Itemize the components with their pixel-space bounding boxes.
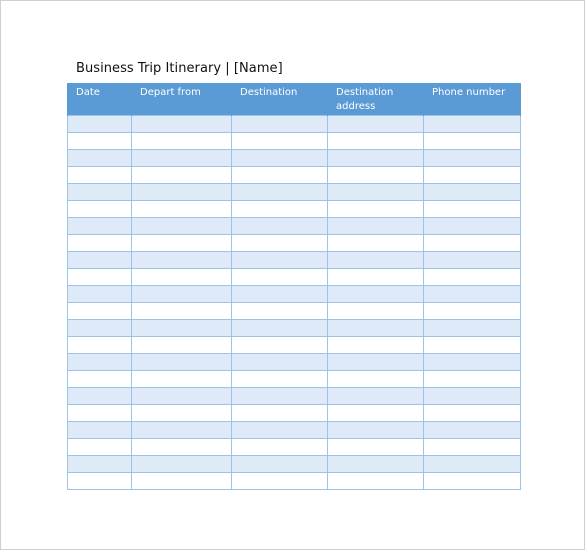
- table-cell-date[interactable]: [68, 251, 132, 268]
- table-cell-destination-address[interactable]: [328, 421, 424, 438]
- table-row: [68, 387, 521, 404]
- table-cell-phone-number[interactable]: [424, 115, 521, 132]
- table-cell-destination-address[interactable]: [328, 234, 424, 251]
- table-cell-destination-address[interactable]: [328, 285, 424, 302]
- table-cell-phone-number[interactable]: [424, 421, 521, 438]
- table-cell-destination[interactable]: [232, 166, 328, 183]
- table-cell-destination[interactable]: [232, 285, 328, 302]
- table-cell-destination[interactable]: [232, 455, 328, 472]
- table-cell-destination-address[interactable]: [328, 438, 424, 455]
- table-cell-destination[interactable]: [232, 115, 328, 132]
- table-cell-destination-address[interactable]: [328, 387, 424, 404]
- table-cell-depart-from[interactable]: [132, 370, 232, 387]
- itinerary-table: [67, 83, 521, 490]
- table-cell-depart-from[interactable]: [132, 183, 232, 200]
- table-cell-phone-number[interactable]: [424, 336, 521, 353]
- table-cell-depart-from[interactable]: [132, 336, 232, 353]
- table-cell-phone-number[interactable]: [424, 268, 521, 285]
- table-cell-destination[interactable]: [232, 200, 328, 217]
- table-cell-phone-number[interactable]: [424, 302, 521, 319]
- table-cell-date[interactable]: [68, 421, 132, 438]
- table-cell-destination[interactable]: [232, 387, 328, 404]
- table-row: [68, 336, 521, 353]
- table-cell-destination[interactable]: [232, 183, 328, 200]
- table-cell-date[interactable]: [68, 217, 132, 234]
- table-cell-date[interactable]: [68, 115, 132, 132]
- table-cell-date[interactable]: [68, 353, 132, 370]
- table-cell-date[interactable]: [68, 166, 132, 183]
- table-row: [68, 353, 521, 370]
- table-cell-destination[interactable]: [232, 421, 328, 438]
- table-cell-phone-number[interactable]: [424, 149, 521, 166]
- table-cell-date[interactable]: [68, 404, 132, 421]
- table-row: [68, 319, 521, 336]
- table-cell-date[interactable]: [68, 149, 132, 166]
- table-header: [68, 83, 521, 115]
- table-row: [68, 472, 521, 489]
- table-cell-depart-from[interactable]: [132, 268, 232, 285]
- table-cell-destination[interactable]: [232, 149, 328, 166]
- table-cell-depart-from[interactable]: [132, 200, 232, 217]
- table-row: [68, 251, 521, 268]
- column-header-phone-number: Phone number: [424, 83, 521, 115]
- table-cell-phone-number[interactable]: [424, 404, 521, 421]
- table-cell-destination[interactable]: [232, 353, 328, 370]
- table-cell-destination-address[interactable]: [328, 251, 424, 268]
- table-cell-destination-address[interactable]: [328, 166, 424, 183]
- table-row: [68, 421, 521, 438]
- table-cell-depart-from[interactable]: [132, 302, 232, 319]
- table-cell-phone-number[interactable]: [424, 234, 521, 251]
- table-row: [68, 370, 521, 387]
- table-cell-date[interactable]: [68, 183, 132, 200]
- table-cell-depart-from[interactable]: [132, 166, 232, 183]
- table-cell-destination[interactable]: [232, 268, 328, 285]
- table-cell-destination[interactable]: [232, 472, 328, 489]
- table-cell-destination-address[interactable]: [328, 115, 424, 132]
- table-row: [68, 404, 521, 421]
- table-cell-phone-number[interactable]: [424, 472, 521, 489]
- table-cell-destination-address[interactable]: [328, 353, 424, 370]
- table-cell-depart-from[interactable]: [132, 251, 232, 268]
- table-cell-destination-address[interactable]: [328, 302, 424, 319]
- table-cell-destination-address[interactable]: [328, 200, 424, 217]
- table-row: [68, 234, 521, 251]
- table-cell-depart-from[interactable]: [132, 285, 232, 302]
- table-row: [68, 183, 521, 200]
- table-cell-date[interactable]: [68, 336, 132, 353]
- column-header-date: Date: [68, 83, 132, 115]
- table-cell-destination-address[interactable]: [328, 268, 424, 285]
- table-cell-destination-address[interactable]: [328, 132, 424, 149]
- table-row: [68, 217, 521, 234]
- table-cell-phone-number[interactable]: [424, 387, 521, 404]
- table-row: [68, 166, 521, 183]
- table-cell-phone-number[interactable]: [424, 319, 521, 336]
- table-cell-phone-number[interactable]: [424, 217, 521, 234]
- table-cell-depart-from[interactable]: [132, 438, 232, 455]
- table-cell-phone-number[interactable]: [424, 200, 521, 217]
- table-cell-date[interactable]: [68, 370, 132, 387]
- table-cell-destination[interactable]: [232, 319, 328, 336]
- table-cell-phone-number[interactable]: [424, 370, 521, 387]
- table-row: [68, 455, 521, 472]
- header-row: [68, 83, 521, 115]
- table-cell-phone-number[interactable]: [424, 285, 521, 302]
- table-cell-destination[interactable]: [232, 234, 328, 251]
- table-cell-destination-address[interactable]: [328, 319, 424, 336]
- table-row: [68, 285, 521, 302]
- table-cell-depart-from[interactable]: [132, 472, 232, 489]
- table-cell-destination[interactable]: [232, 336, 328, 353]
- table-cell-phone-number[interactable]: [424, 353, 521, 370]
- table-cell-date[interactable]: [68, 285, 132, 302]
- table-cell-depart-from[interactable]: [132, 149, 232, 166]
- table-row: [68, 200, 521, 217]
- table-cell-destination-address[interactable]: [328, 472, 424, 489]
- table-cell-destination-address[interactable]: [328, 183, 424, 200]
- table-cell-destination[interactable]: [232, 404, 328, 421]
- table-cell-date[interactable]: [68, 268, 132, 285]
- table-cell-depart-from[interactable]: [132, 319, 232, 336]
- table-cell-destination[interactable]: [232, 370, 328, 387]
- table-cell-phone-number[interactable]: [424, 438, 521, 455]
- table-row: [68, 302, 521, 319]
- table-cell-depart-from[interactable]: [132, 115, 232, 132]
- table-cell-date[interactable]: [68, 438, 132, 455]
- table-row: [68, 115, 521, 132]
- table-cell-destination-address[interactable]: [328, 404, 424, 421]
- column-header-destination: Destination: [232, 83, 328, 115]
- table-cell-date[interactable]: [68, 302, 132, 319]
- table-cell-date[interactable]: [68, 234, 132, 251]
- table-cell-depart-from[interactable]: [132, 387, 232, 404]
- table-cell-destination[interactable]: [232, 302, 328, 319]
- table-cell-destination[interactable]: [232, 132, 328, 149]
- table-cell-destination-address[interactable]: [328, 149, 424, 166]
- table-cell-depart-from[interactable]: [132, 217, 232, 234]
- table-cell-phone-number[interactable]: [424, 251, 521, 268]
- table-cell-phone-number[interactable]: [424, 166, 521, 183]
- table-cell-depart-from[interactable]: [132, 421, 232, 438]
- table-cell-destination-address[interactable]: [328, 370, 424, 387]
- table-cell-depart-from[interactable]: [132, 234, 232, 251]
- document-title: Business Trip Itinerary | [Name]: [76, 61, 283, 76]
- column-header-destination-address: Destination address: [328, 83, 424, 115]
- table-cell-phone-number[interactable]: [424, 455, 521, 472]
- table-cell-depart-from[interactable]: [132, 132, 232, 149]
- table-body: [68, 115, 521, 489]
- table-cell-date[interactable]: [68, 319, 132, 336]
- table-row: [68, 149, 521, 166]
- table-cell-destination-address[interactable]: [328, 217, 424, 234]
- table-cell-date[interactable]: [68, 387, 132, 404]
- table-cell-destination-address[interactable]: [328, 455, 424, 472]
- table-cell-depart-from[interactable]: [132, 404, 232, 421]
- table-cell-phone-number[interactable]: [424, 183, 521, 200]
- table-row: [68, 438, 521, 455]
- table-cell-date[interactable]: [68, 472, 132, 489]
- table-cell-date[interactable]: [68, 132, 132, 149]
- table-cell-depart-from[interactable]: [132, 455, 232, 472]
- table-cell-destination-address[interactable]: [328, 336, 424, 353]
- table-cell-destination[interactable]: [232, 251, 328, 268]
- table-cell-destination[interactable]: [232, 217, 328, 234]
- table-row: [68, 132, 521, 149]
- table-row: [68, 268, 521, 285]
- table-cell-phone-number[interactable]: [424, 132, 521, 149]
- column-header-depart-from: Depart from: [132, 83, 232, 115]
- table-cell-depart-from[interactable]: [132, 353, 232, 370]
- table-cell-date[interactable]: [68, 455, 132, 472]
- table-cell-date[interactable]: [68, 200, 132, 217]
- table-cell-destination[interactable]: [232, 438, 328, 455]
